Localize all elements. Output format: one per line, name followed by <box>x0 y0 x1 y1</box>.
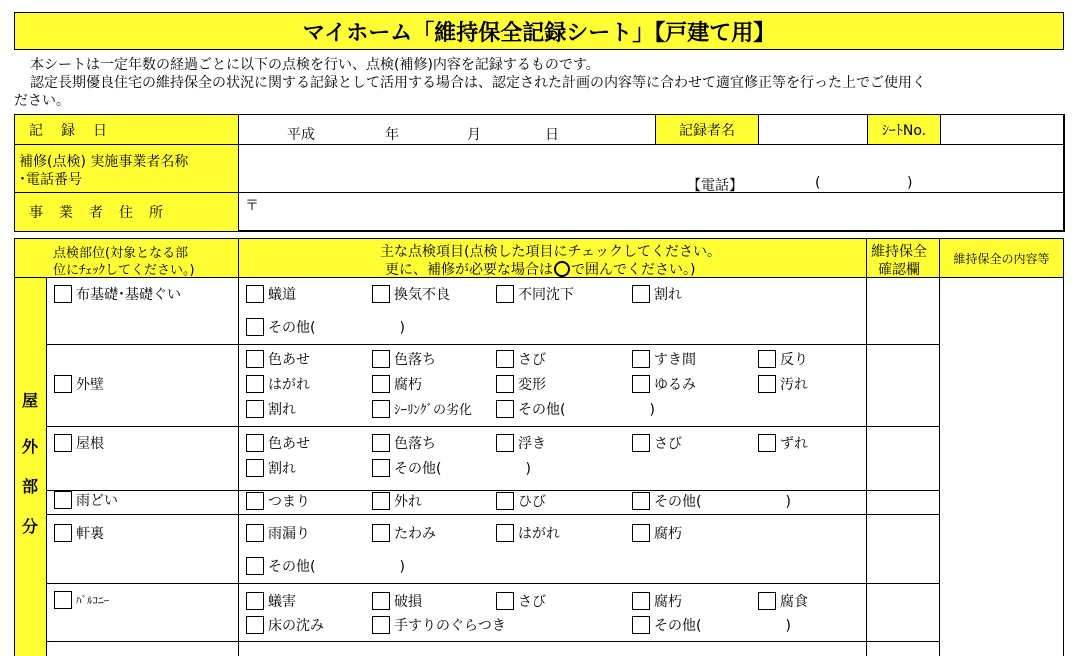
check-item[interactable]: つまり <box>246 491 310 511</box>
inspection-table <box>14 238 1064 656</box>
checkbox-icon[interactable] <box>372 375 390 393</box>
checkbox-icon[interactable] <box>632 350 650 368</box>
checkbox-icon[interactable] <box>372 592 390 610</box>
checkbox-icon[interactable] <box>246 592 264 610</box>
checkbox-icon[interactable] <box>496 350 514 368</box>
phone-label: 【電話】 <box>687 178 743 194</box>
intro-line-1: 本シートは一定年数の経過ごとに以下の点検を行い、点検(補修)内容を記録するものです。 <box>30 57 600 73</box>
checkbox-icon[interactable] <box>372 434 390 452</box>
checkbox-icon[interactable] <box>246 557 264 575</box>
checkbox-icon[interactable] <box>54 491 72 509</box>
postal-mark: 〒 <box>245 198 259 214</box>
checkbox-icon[interactable] <box>246 616 264 634</box>
col-content-header: 維持保全の内容等 <box>939 238 1064 278</box>
check-item[interactable]: 割れ <box>632 284 682 304</box>
checkbox-icon[interactable] <box>246 459 264 477</box>
checkbox-icon[interactable] <box>54 285 72 303</box>
checkbox-icon[interactable] <box>632 375 650 393</box>
category-char-2: 外 <box>22 437 39 456</box>
day-label: 日 <box>545 127 559 143</box>
contractor-label-line-1: 補修(点検) 実施事業者名称 <box>19 154 189 170</box>
contractor-field[interactable] <box>238 144 1065 193</box>
col-part-header-line-1: 点検部位(対象となる部 <box>53 246 189 261</box>
check-item[interactable]: その他( ) <box>632 491 791 511</box>
check-item[interactable]: ひび <box>496 491 546 511</box>
col-confirm-header-line-1: 維持保全 <box>871 244 927 260</box>
check-item[interactable]: さび <box>496 349 546 369</box>
col-confirm-header <box>866 238 940 278</box>
checkbox-icon[interactable] <box>632 434 650 452</box>
checkbox-icon[interactable] <box>496 524 514 542</box>
col-part-header-line-2: 位にﾁｪｯｸしてください。) <box>53 263 195 278</box>
check-item[interactable]: はがれ <box>246 374 310 394</box>
checkbox-icon[interactable] <box>246 524 264 542</box>
col-confirm-header-line-2: 確認欄 <box>878 262 920 278</box>
checkbox-icon[interactable] <box>246 318 264 336</box>
check-item[interactable]: 蟻害 <box>246 591 296 611</box>
part-eaves[interactable]: 軒裏 <box>54 523 104 543</box>
part-roof[interactable]: 屋根 <box>54 433 104 453</box>
header-info-table <box>14 114 1064 231</box>
checkbox-icon[interactable] <box>758 592 776 610</box>
checkbox-icon[interactable] <box>632 616 650 634</box>
check-item[interactable]: はがれ <box>496 523 560 543</box>
checkbox-icon[interactable] <box>758 434 776 452</box>
checkbox-icon[interactable] <box>758 375 776 393</box>
check-item[interactable]: その他( ) <box>246 317 405 337</box>
category-char-3: 部 <box>22 477 39 496</box>
col-items-header <box>238 238 867 278</box>
checkbox-icon[interactable] <box>372 459 390 477</box>
checkbox-icon[interactable] <box>372 400 390 418</box>
check-item[interactable]: 割れ <box>246 458 296 478</box>
check-item[interactable]: その他( ) <box>632 615 791 635</box>
col-items-header-line-2: 更に、補修が必要な場合は で囲んでください。) <box>385 262 696 278</box>
era-label: 平成 <box>287 127 315 143</box>
checkbox-icon[interactable] <box>758 350 776 368</box>
check-item[interactable]: ずれ <box>758 433 808 453</box>
check-item[interactable]: その他( ) <box>496 399 655 419</box>
part-gutter[interactable]: 雨どい <box>54 490 118 510</box>
checkbox-icon[interactable] <box>246 285 264 303</box>
checkbox-icon[interactable] <box>496 434 514 452</box>
col-part-header <box>14 238 239 278</box>
checkbox-icon[interactable] <box>496 400 514 418</box>
category-outdoor <box>14 277 47 656</box>
check-item[interactable]: 反り <box>758 349 808 369</box>
circle-mark-icon <box>554 261 570 277</box>
record-date-label: 記 録 日 <box>14 114 239 145</box>
checkbox-icon[interactable] <box>632 592 650 610</box>
category-char-4: 分 <box>22 517 39 536</box>
check-item[interactable]: たわみ <box>372 523 436 543</box>
check-item[interactable]: ｼｰﾘﾝｸﾞの劣化 <box>372 399 472 418</box>
check-item[interactable]: 蟻道 <box>246 284 296 304</box>
check-item[interactable]: 腐朽 <box>372 374 422 394</box>
check-item[interactable]: 汚れ <box>758 374 808 394</box>
checkbox-icon[interactable] <box>246 434 264 452</box>
month-label: 月 <box>467 127 481 143</box>
checkbox-icon[interactable] <box>496 492 514 510</box>
col-items-header-line-1: 主な点検項目(点検した項目にチェックしてください。 <box>380 244 722 260</box>
contractor-label <box>14 144 239 193</box>
check-item[interactable]: 腐朽 <box>632 523 682 543</box>
check-item[interactable]: 外れ <box>372 491 422 511</box>
year-label: 年 <box>385 127 399 143</box>
check-item[interactable]: その他( ) <box>372 458 531 478</box>
checkbox-icon[interactable] <box>496 285 514 303</box>
intro-line-2: 認定長期優良住宅の維持保全の状況に関する記録として活用する場合は、認定された計画の内容等に合わせて適宜修正等を行った上でご使用く <box>30 75 926 91</box>
contractor-label-line-2: ･電話番号 <box>19 172 82 188</box>
check-item[interactable]: さび <box>496 591 546 611</box>
check-item[interactable]: さび <box>632 433 682 453</box>
check-item[interactable]: ゆるみ <box>632 374 696 394</box>
check-item[interactable]: 床の沈み <box>246 615 324 635</box>
address-label: 事 業 者 住 所 <box>14 192 239 232</box>
check-item[interactable]: 雨漏り <box>246 523 310 543</box>
checkbox-icon[interactable] <box>54 591 72 609</box>
phone-paren-close: ) <box>907 175 913 191</box>
check-item[interactable]: 色落ち <box>372 433 436 453</box>
sheet-no-field[interactable] <box>940 114 1065 145</box>
check-item[interactable]: 腐食 <box>758 591 808 611</box>
check-item[interactable]: 腐朽 <box>632 591 682 611</box>
category-char-1: 屋 <box>22 391 39 410</box>
check-item[interactable]: 換気不良 <box>372 284 450 304</box>
check-item[interactable]: 色あせ <box>246 349 310 369</box>
check-item[interactable]: 色落ち <box>372 349 436 369</box>
recorder-field[interactable] <box>758 114 868 145</box>
checkbox-icon[interactable] <box>496 592 514 610</box>
checkbox-icon[interactable] <box>372 524 390 542</box>
check-item[interactable]: 変形 <box>496 374 546 394</box>
checkbox-icon[interactable] <box>246 350 264 368</box>
checkbox-icon[interactable] <box>246 492 264 510</box>
checkbox-icon[interactable] <box>372 285 390 303</box>
sheet-no-label: ｼｰﾄNo. <box>867 114 941 145</box>
checkbox-icon[interactable] <box>496 375 514 393</box>
checkbox-icon[interactable] <box>372 350 390 368</box>
check-item[interactable]: 色あせ <box>246 433 310 453</box>
check-item[interactable]: すき間 <box>632 349 696 369</box>
recorder-label: 記録者名 <box>655 114 759 145</box>
intro-line-3: ださい。 <box>14 93 70 109</box>
record-date-field[interactable] <box>238 114 656 145</box>
checkbox-icon[interactable] <box>246 375 264 393</box>
part-exterior-wall[interactable]: 外壁 <box>54 374 104 394</box>
check-item[interactable]: 不同沈下 <box>496 284 574 304</box>
checkbox-icon[interactable] <box>632 285 650 303</box>
part-balcony[interactable]: ﾊﾞﾙｺﾆｰ <box>54 591 109 609</box>
check-item[interactable]: 浮き <box>496 433 546 453</box>
checkbox-icon[interactable] <box>632 524 650 542</box>
checkbox-icon[interactable] <box>372 616 390 634</box>
checkbox-icon[interactable] <box>372 492 390 510</box>
check-item[interactable]: その他( ) <box>246 556 405 576</box>
checkbox-icon[interactable] <box>54 434 72 452</box>
check-item[interactable]: 手すりのぐらつき <box>372 615 506 635</box>
checkbox-icon[interactable] <box>632 492 650 510</box>
part-foundation[interactable]: 布基礎･基礎ぐい <box>54 284 181 304</box>
checkbox-icon[interactable] <box>54 524 72 542</box>
check-item[interactable]: 割れ <box>246 399 296 419</box>
phone-paren-open: ( <box>815 175 821 191</box>
address-field[interactable] <box>238 192 1065 232</box>
check-item[interactable]: 破損 <box>372 591 422 611</box>
checkbox-icon[interactable] <box>54 375 72 393</box>
checkbox-icon[interactable] <box>246 400 264 418</box>
sheet-title: マイホーム「維持保全記録シート」【戸建て用】 <box>14 12 1064 50</box>
